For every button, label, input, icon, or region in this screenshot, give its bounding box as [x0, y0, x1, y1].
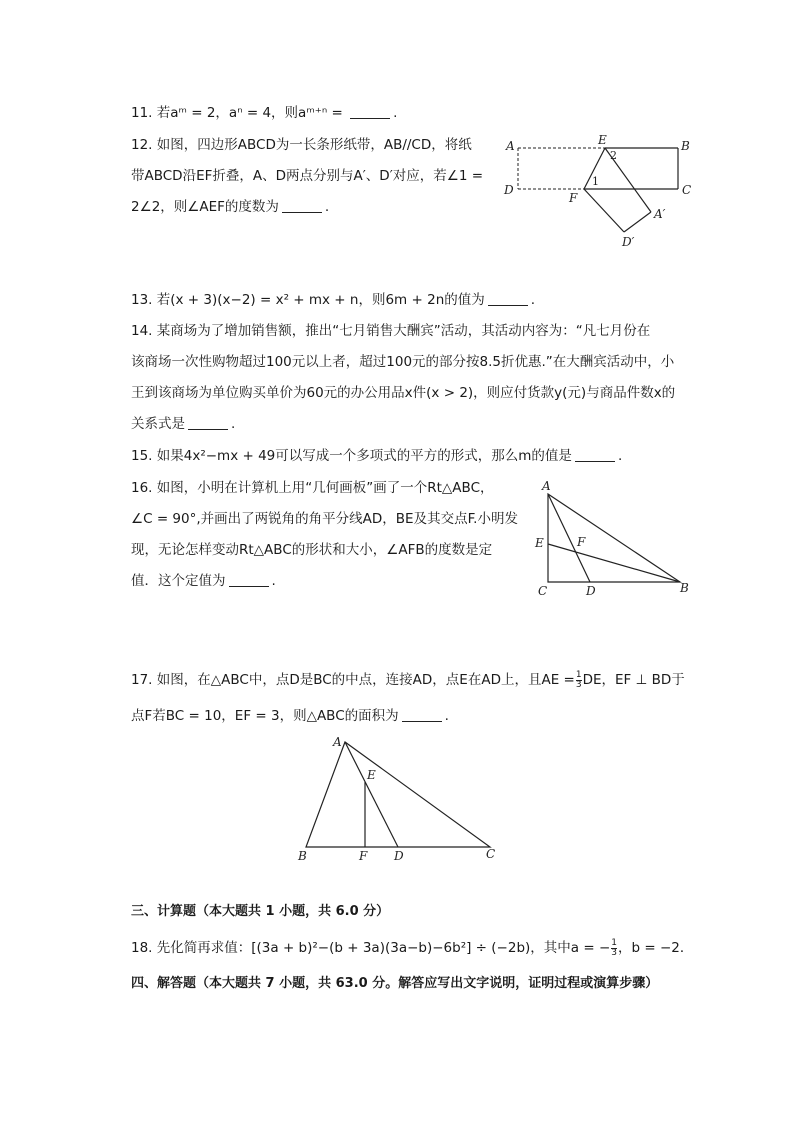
label-D: D — [586, 584, 596, 598]
label-A: A — [542, 479, 551, 493]
label-angle-1: 1 — [592, 175, 599, 188]
label-D: D — [394, 849, 404, 863]
figure-q12-folded-strip — [500, 130, 700, 255]
answer-blank — [350, 104, 390, 119]
figure-q16-right-triangle — [530, 478, 700, 603]
answer-blank — [188, 415, 228, 430]
answer-blank — [282, 198, 322, 213]
label-C: C — [682, 183, 692, 197]
question-16-line4: 值．这个定值为 . — [131, 573, 276, 589]
question-18: 18. 先化简再求值：[(3a + b)²−(b + 3a)(3a−b)−6b²] ÷ (−2b)，其中a = − $\frac{1}{3}$ ，b = −2． — [131, 937, 694, 958]
section-3-heading: 三、计算题（本大题共 1 小题，共 6.0 分） — [131, 904, 390, 919]
segment-A2D2 — [624, 212, 651, 232]
label-angle-2: 2 — [610, 149, 617, 162]
figure-q17-triangle — [290, 730, 510, 865]
question-14-line2: 该商场一次性购物超过100元以上者，超过100元的部分按8.5折优惠.”在大酬宾活动中，小 — [131, 354, 675, 370]
question-17-line1: 17. 如图，在△ABC中，点D是BC的中点，连接AD，点E在AD上，且AE = $\frac{1}{3}$ DE，EF ⊥ BD于 — [131, 669, 685, 690]
question-17-line2: 点F若BC = 10，EF = 3，则△ABC的面积为 . — [131, 708, 449, 724]
question-12-line2: 带ABCD沿EF折叠，A、D两点分别与A′、D′对应，若∠1 = — [131, 168, 484, 184]
label-B: B — [298, 849, 307, 863]
label-D: D — [504, 183, 514, 197]
label-F: F — [359, 849, 368, 863]
label-E: E — [367, 768, 376, 782]
label-E: E — [598, 133, 607, 147]
question-14-line4: 关系式是 . — [131, 416, 236, 432]
answer-blank — [488, 291, 528, 306]
label-A: A — [506, 139, 515, 153]
question-16-line3: 现，无论怎样变动Rt△ABC的形状和大小，∠AFB的度数是定 — [131, 542, 493, 558]
question-13: 13. 若(x + 3)(x−2) = x² + mx + n，则6m + 2n的值为 . — [131, 292, 536, 308]
label-F: F — [577, 535, 586, 549]
question-14-line3: 王到该商场为单位购买单价为60元的办公用品x件(x > 2)，则应付货款y(元)与商品件数x的 — [131, 385, 676, 401]
answer-blank — [402, 707, 442, 722]
question-12-line3: 2∠2，则∠AEF的度数为 . — [131, 199, 330, 215]
question-14-line1: 14. 某商场为了增加销售额，推出“七月销售大酬宾”活动，其活动内容为：“凡七月份在 — [131, 323, 651, 339]
segment-FD2 — [584, 189, 624, 232]
median-AD — [345, 742, 398, 847]
label-C: C — [538, 584, 548, 598]
section-4-heading: 四、解答题（本大题共 7 小题，共 63.0 分。解答应写出文字说明，证明过程或演算步骤） — [131, 976, 659, 991]
question-16-line1: 16. 如图，小明在计算机上用“几何画板”画了一个Rt△ABC， — [131, 480, 494, 496]
answer-blank — [575, 447, 615, 462]
label-C: C — [486, 847, 496, 861]
triangle-ABC — [306, 742, 490, 847]
question-15: 15. 如果4x²−mx + 49可以写成一个多项式的平方的形式，那么m的值是 . — [131, 448, 623, 464]
bisector-BE — [548, 544, 680, 582]
triangle-ABC — [548, 494, 680, 582]
answer-blank — [229, 572, 269, 587]
fraction-one-third: $\frac{1}{3}$ — [575, 669, 582, 690]
label-A-prime: A′ — [654, 207, 666, 221]
label-E: E — [535, 536, 544, 550]
label-A: A — [333, 735, 342, 749]
question-12-line1: 12. 如图，四边形ABCD为一长条形纸带，AB//CD，将纸 — [131, 137, 472, 153]
label-F: F — [569, 191, 578, 205]
label-D-prime: D′ — [622, 235, 635, 249]
question-11: 11. 若aᵐ = 2，aⁿ = 4，则aᵐ⁺ⁿ = . — [131, 105, 398, 121]
label-B: B — [681, 139, 690, 153]
question-16-line2: ∠C = 90°,并画出了两锐角的角平分线AD，BE及其交点F.小明发 — [131, 511, 518, 527]
fraction-one-third: $\frac{1}{3}$ — [611, 937, 618, 958]
label-B: B — [680, 581, 689, 595]
